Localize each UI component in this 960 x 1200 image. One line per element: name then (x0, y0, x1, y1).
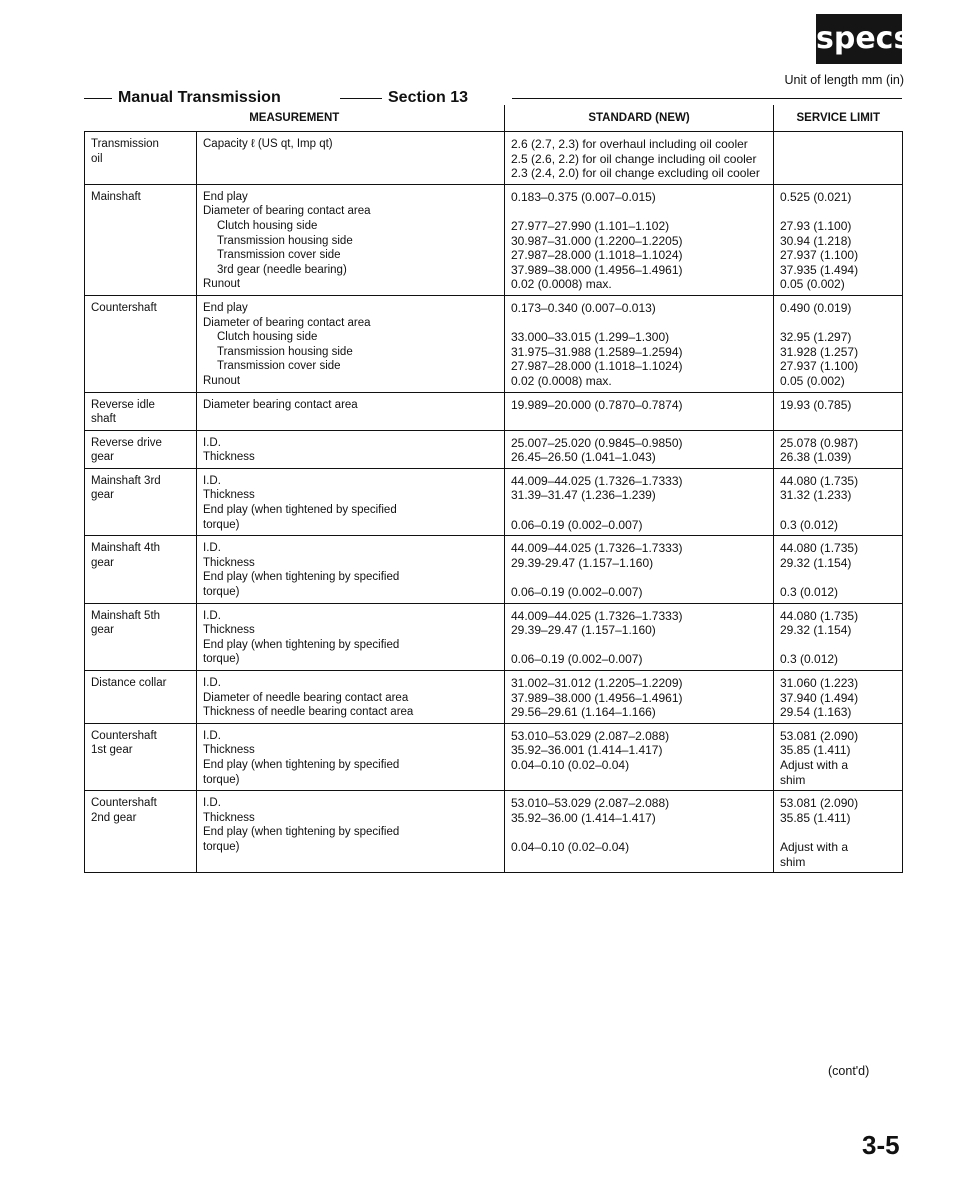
table-row (85, 184, 903, 295)
service-limit-cell (774, 671, 903, 724)
cell-line: I.D. (203, 542, 221, 555)
cell-line: Capacity ℓ (US qt, Imp qt) (203, 138, 333, 150)
cell-line (511, 570, 767, 585)
cell-line: 31.32 (1.233) (780, 488, 852, 503)
table-row (85, 132, 903, 185)
standard-cell (505, 468, 774, 535)
table-row (85, 671, 903, 724)
cell-line (511, 825, 767, 840)
cell-line: Diameter of bearing contact area (203, 205, 371, 218)
cell-line: 44.009–44.025 (1.7326–1.7333) (511, 541, 683, 556)
title-rule-right (512, 98, 902, 99)
cell-line: 27.937 (1.100) (780, 359, 859, 374)
cell-line: 0.490 (0.019) (780, 300, 852, 315)
cell-line: 0.525 (0.021) (780, 189, 852, 204)
cell-line: 29.39–29.47 (1.157–1.160) (511, 623, 656, 638)
cell-line (511, 638, 767, 653)
standard-cell (505, 392, 774, 430)
cell-line: 33.000–33.015 (1.299–1.300) (511, 330, 670, 345)
cell-line: 2.6 (2.7, 2.3) for overhaul including oil cooler (511, 137, 748, 151)
cell-line: Diameter of bearing contact area (203, 316, 371, 329)
service-limit-cell (774, 723, 903, 790)
cell-line: Thickness (203, 624, 255, 637)
cell-line: Mainshaft 3rd (91, 474, 161, 487)
cell-line: 1st gear (91, 744, 133, 757)
cell-line: 0.3 (0.012) (780, 652, 839, 667)
service-limit-cell (774, 603, 903, 670)
table-row (85, 430, 903, 468)
cell-line: 19.989–20.000 (0.7870–0.7874) (511, 397, 683, 412)
cell-line: torque) (203, 840, 240, 853)
service-limit-cell (774, 184, 903, 295)
cell-line: 44.009–44.025 (1.7326–1.7333) (511, 473, 683, 488)
table-row (85, 791, 903, 873)
standard-cell (505, 184, 774, 295)
cell-line: 0.06–0.19 (0.002–0.007) (511, 585, 643, 600)
cell-line: Diameter of needle bearing contact area (203, 691, 409, 704)
cell-line: 0.173–0.340 (0.007–0.013) (511, 300, 656, 315)
item-cell (85, 468, 197, 535)
cell-line: I.D. (203, 474, 221, 487)
item-cell (85, 132, 197, 185)
standard-cell (505, 671, 774, 724)
service-limit-cell (774, 430, 903, 468)
cell-line: Diameter bearing contact area (203, 398, 358, 411)
cell-line: 25.078 (0.987) (780, 435, 859, 450)
cell-line: 53.081 (2.090) (780, 796, 859, 811)
header-standard: STANDARD (NEW) (505, 105, 774, 132)
cell-line (780, 825, 896, 840)
item-cell (85, 184, 197, 295)
service-limit-cell (774, 536, 903, 603)
cell-line: 0.02 (0.0008) max. (511, 373, 612, 388)
cell-line: 2.5 (2.6, 2.2) for oil change including oil cooler (511, 151, 757, 166)
cell-line: Adjust with a (780, 839, 849, 854)
cell-line: 31.928 (1.257) (780, 344, 859, 359)
cell-line: 0.06–0.19 (0.002–0.007) (511, 517, 643, 532)
cell-line (780, 638, 896, 653)
specs-badge: specs (816, 14, 902, 64)
table-row (85, 468, 903, 535)
measurement-cell (197, 468, 505, 535)
cell-line: 37.940 (1.494) (780, 690, 859, 705)
cell-line: Runout (203, 374, 241, 387)
cell-line: 0.3 (0.012) (780, 585, 839, 600)
measurement-cell (197, 295, 505, 392)
cell-line: End play (when tightening by specified (203, 638, 400, 651)
cell-line: Thickness of needle bearing contact area (203, 706, 414, 719)
cell-line: 44.080 (1.735) (780, 473, 859, 488)
cell-line: I.D. (203, 609, 221, 622)
cell-line: 29.32 (1.154) (780, 555, 852, 570)
cell-line (780, 570, 896, 585)
cell-line: End play (203, 301, 248, 314)
cell-line: 27.977–27.990 (1.101–1.102) (511, 218, 670, 233)
cell-line: 31.002–31.012 (1.2205–1.2209) (511, 676, 683, 690)
cell-line: torque) (203, 653, 240, 666)
cell-line: 29.39-29.47 (1.157–1.160) (511, 555, 654, 570)
cell-line: 27.937 (1.100) (780, 248, 859, 263)
cell-line: 0.04–0.10 (0.02–0.04) (511, 757, 630, 772)
cell-line: 0.183–0.375 (0.007–0.015) (511, 189, 656, 204)
cell-line: 35.92–36.00 (1.414–1.417) (511, 810, 656, 825)
measurement-cell (197, 791, 505, 873)
measurement-cell (197, 536, 505, 603)
service-limit-cell (774, 392, 903, 430)
measurement-cell (197, 603, 505, 670)
cell-line (780, 503, 896, 518)
cell-line: Clutch housing side (217, 331, 318, 344)
cell-line: 0.3 (0.012) (780, 517, 839, 532)
cell-line: oil (91, 152, 103, 165)
cell-line: I.D. (203, 729, 221, 742)
cell-line: Distance collar (91, 677, 167, 689)
table-row (85, 723, 903, 790)
header-service-limit: SERVICE LIMIT (774, 105, 903, 132)
cell-line: 32.95 (1.297) (780, 330, 852, 345)
cell-line: 53.010–53.029 (2.087–2.088) (511, 728, 670, 743)
cell-line: Runout (203, 278, 241, 291)
cell-line: I.D. (203, 436, 221, 449)
standard-cell (505, 536, 774, 603)
cell-line: torque) (203, 586, 240, 599)
cell-line: Transmission cover side (217, 360, 341, 373)
cell-line: Thickness (203, 556, 255, 569)
item-cell (85, 295, 197, 392)
cell-line (780, 316, 896, 331)
cell-line: Mainshaft 5th (91, 609, 161, 622)
standard-cell (505, 723, 774, 790)
cell-line: Reverse idle (91, 398, 155, 411)
measurement-cell (197, 671, 505, 724)
cell-line: torque) (203, 518, 240, 531)
continued-note: (cont'd) (828, 1064, 870, 1078)
cell-line: I.D. (203, 677, 221, 689)
service-limit-cell (774, 791, 903, 873)
cell-line: End play (when tightened by specified (203, 504, 397, 517)
cell-line: shim (780, 854, 806, 869)
cell-line: gear (91, 556, 115, 569)
cell-line: 37.935 (1.494) (780, 262, 859, 277)
standard-cell (505, 603, 774, 670)
title-rule-left (84, 98, 112, 99)
cell-line: 27.93 (1.100) (780, 218, 852, 233)
cell-line: 2.3 (2.4, 2.0) for oil change excluding oil cooler (511, 166, 760, 181)
standard-cell (505, 295, 774, 392)
title-rule-middle (340, 98, 382, 99)
cell-line: 35.85 (1.411) (780, 810, 851, 825)
cell-line: Transmission (91, 138, 159, 150)
cell-line: Countershaft (91, 729, 157, 742)
specs-table (84, 105, 903, 873)
measurement-cell (197, 430, 505, 468)
service-limit-cell (774, 132, 903, 185)
cell-line: Thickness (203, 489, 255, 502)
cell-line: 0.05 (0.002) (780, 277, 845, 292)
cell-line: End play (when tightening by specified (203, 758, 400, 771)
cell-line: End play (when tightening by specified (203, 826, 400, 839)
cell-line (511, 503, 767, 518)
cell-line: 31.975–31.988 (1.2589–1.2594) (511, 344, 683, 359)
cell-line: Transmission housing side (217, 234, 353, 247)
measurement-cell (197, 132, 505, 185)
cell-line: gear (91, 451, 115, 464)
section-title: Manual Transmission (118, 89, 281, 106)
cell-line: Mainshaft 4th (91, 542, 161, 555)
cell-line: 44.080 (1.735) (780, 541, 859, 556)
cell-line: Thickness (203, 451, 255, 464)
cell-line: 26.45–26.50 (1.041–1.043) (511, 450, 656, 465)
cell-line: gear (91, 489, 115, 502)
cell-line: 0.05 (0.002) (780, 373, 845, 388)
measurement-cell (197, 723, 505, 790)
cell-line: 53.010–53.029 (2.087–2.088) (511, 796, 670, 811)
cell-line (511, 316, 767, 331)
cell-line: 27.987–28.000 (1.1018–1.1024) (511, 248, 683, 263)
cell-line: 0.02 (0.0008) max. (511, 277, 612, 292)
cell-line: 19.93 (0.785) (780, 397, 852, 412)
standard-cell (505, 132, 774, 185)
cell-line: Clutch housing side (217, 219, 318, 232)
cell-line: 29.56–29.61 (1.164–1.166) (511, 705, 656, 720)
cell-line: 37.989–38.000 (1.4956–1.4961) (511, 262, 683, 277)
table-row (85, 536, 903, 603)
item-cell (85, 536, 197, 603)
cell-line: 30.987–31.000 (1.2200–1.2205) (511, 233, 683, 248)
header-measurement: MEASUREMENT (85, 105, 505, 132)
table-row (85, 392, 903, 430)
cell-line: Countershaft (91, 301, 157, 314)
specs-table-body (85, 132, 903, 873)
cell-line: shim (780, 772, 806, 787)
cell-line: 44.080 (1.735) (780, 608, 859, 623)
cell-line: Transmission housing side (217, 345, 353, 358)
cell-line: Reverse drive (91, 436, 162, 449)
cell-line: Countershaft (91, 797, 157, 810)
service-limit-cell (774, 295, 903, 392)
cell-line: 29.32 (1.154) (780, 623, 852, 638)
cell-line: Adjust with a (780, 757, 849, 772)
standard-cell (505, 430, 774, 468)
cell-line: 2nd gear (91, 811, 137, 824)
cell-line: 37.989–38.000 (1.4956–1.4961) (511, 690, 683, 705)
cell-line: torque) (203, 773, 240, 786)
table-row (85, 603, 903, 670)
cell-line: gear (91, 624, 115, 637)
item-cell (85, 671, 197, 724)
cell-line: Thickness (203, 811, 255, 824)
cell-line: 0.06–0.19 (0.002–0.007) (511, 652, 643, 667)
page-number: 3-5 (862, 1130, 900, 1160)
cell-line: 25.007–25.020 (0.9845–0.9850) (511, 435, 683, 450)
item-cell (85, 603, 197, 670)
cell-line: 53.081 (2.090) (780, 728, 859, 743)
cell-line: Thickness (203, 744, 255, 757)
cell-line: 31.39–31.47 (1.236–1.239) (511, 488, 656, 503)
cell-line: 35.85 (1.411) (780, 743, 851, 758)
cell-line: 35.92–36.001 (1.414–1.417) (511, 743, 663, 758)
item-cell (85, 723, 197, 790)
cell-line: I.D. (203, 797, 221, 810)
cell-line: 30.94 (1.218) (780, 233, 852, 248)
item-cell (85, 430, 197, 468)
cell-line: Mainshaft (91, 190, 141, 203)
standard-cell (505, 791, 774, 873)
table-row (85, 295, 903, 392)
cell-line: 3rd gear (needle bearing) (217, 263, 347, 276)
cell-line: 44.009–44.025 (1.7326–1.7333) (511, 608, 683, 623)
cell-line (780, 204, 896, 219)
cell-line: End play (when tightening by specified (203, 571, 400, 584)
cell-line: 26.38 (1.039) (780, 450, 852, 465)
item-cell (85, 791, 197, 873)
cell-line: shaft (91, 413, 116, 426)
cell-line: 29.54 (1.163) (780, 705, 852, 720)
measurement-cell (197, 392, 505, 430)
item-cell (85, 392, 197, 430)
table-header-row (85, 105, 903, 132)
cell-line: Transmission cover side (217, 249, 341, 262)
cell-line: 0.04–0.10 (0.02–0.04) (511, 839, 630, 854)
service-limit-cell (774, 468, 903, 535)
unit-note: Unit of length mm (in) (784, 73, 904, 87)
cell-line (511, 204, 767, 219)
cell-line: 27.987–28.000 (1.1018–1.1024) (511, 359, 683, 374)
cell-line: 31.060 (1.223) (780, 676, 859, 690)
cell-line: End play (203, 190, 248, 203)
section-number: Section 13 (388, 89, 469, 106)
measurement-cell (197, 184, 505, 295)
